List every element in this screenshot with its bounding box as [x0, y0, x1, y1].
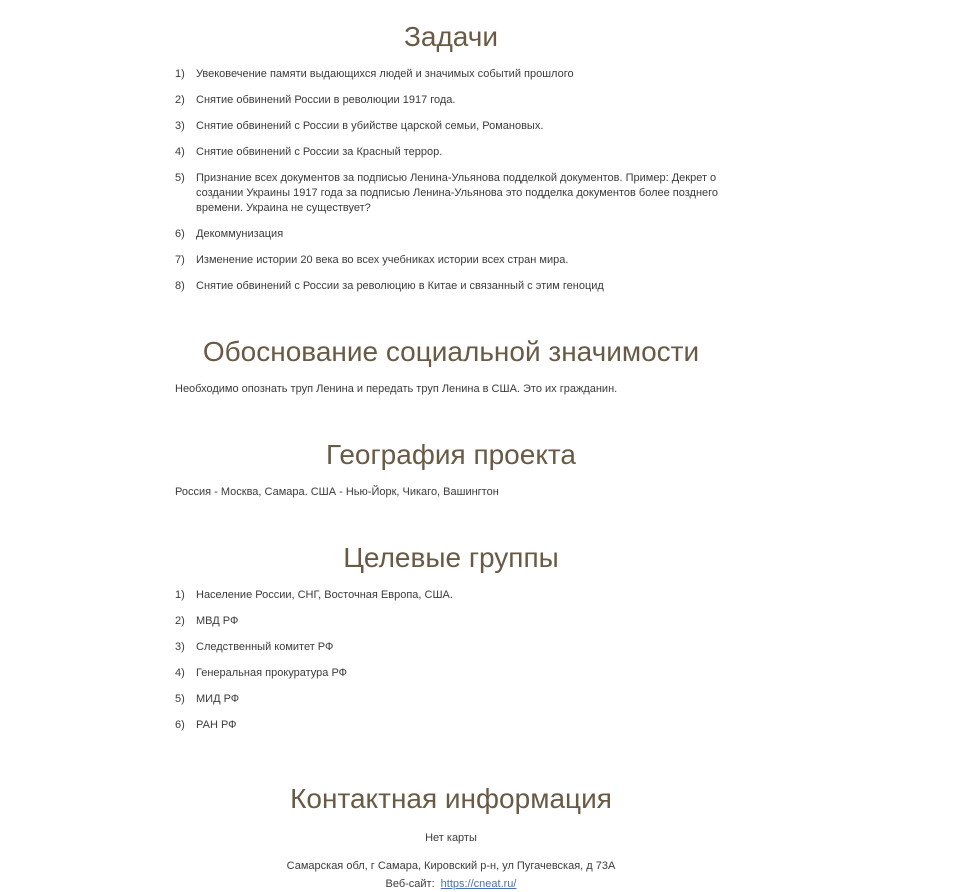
list-item [175, 93, 727, 108]
item-text: Снятие обвинений с России в убийстве царской семьи, Романовых. [196, 120, 544, 132]
geography-text: Россия - Москва, Самара. США - Нью-Йорк, Чикаго, Вашингтон [175, 486, 499, 498]
item-number: 6) [175, 719, 185, 731]
item-text: МВД РФ [196, 615, 239, 627]
item-text: Генеральная прокуратура РФ [196, 667, 348, 679]
tasks-section-title: Задачи [403, 21, 498, 52]
item-text: Снятие обвинений России в революции 1917 года. [196, 94, 456, 106]
item-text: Увековечение памяти выдающихся людей и значимых событий прошлого [196, 68, 574, 80]
item-text: Признание всех документов за подписью Ленина-Ульянова подделкой документов. Пример: Декрет о создании Украины 1917 года за подписью Ленина-Ульянова это подделка документов более позднего времени. Украина не существует? [196, 172, 719, 214]
social-significance-text: Необходимо опознать труп Ленина и передать труп Ленина в США. Это их гражданин. [175, 383, 618, 395]
contact-block [175, 831, 727, 892]
item-number: 4) [175, 667, 185, 679]
geography-section-title: География проекта [326, 439, 576, 470]
item-number: 2) [175, 94, 185, 106]
tasks-list [175, 67, 727, 294]
target-groups-list [175, 588, 727, 733]
list-item [175, 692, 727, 707]
item-text: РАН РФ [196, 719, 237, 731]
content-column [175, 0, 727, 892]
no-map-text: Нет карты [425, 832, 477, 844]
list-item [175, 718, 727, 733]
list-item [175, 640, 727, 655]
item-text: Изменение истории 20 века во всех учебниках истории всех стран мира. [196, 254, 569, 266]
item-number: 4) [175, 146, 185, 158]
website-line [175, 877, 727, 892]
list-item [175, 227, 727, 242]
item-number: 5) [175, 172, 185, 184]
item-number: 2) [175, 615, 185, 627]
item-number: 3) [175, 120, 185, 132]
list-item [175, 253, 727, 268]
list-item [175, 67, 727, 82]
item-number: 6) [175, 228, 185, 240]
website-label: Веб-сайт: [385, 878, 435, 890]
item-text: МИД РФ [196, 693, 240, 705]
list-item [175, 119, 727, 134]
list-item [175, 145, 727, 160]
item-number: 3) [175, 641, 185, 653]
item-number: 7) [175, 254, 185, 266]
list-item [175, 588, 727, 603]
contact-address: Самарская обл, г Самара, Кировский р-н, ул Пугачевская, д 73А [286, 860, 616, 872]
item-number: 1) [175, 68, 185, 80]
list-item [175, 171, 727, 216]
list-item [175, 666, 727, 681]
item-number: 1) [175, 589, 185, 601]
item-text: Следственный комитет РФ [196, 641, 334, 653]
item-number: 8) [175, 280, 185, 292]
contact-section-title: Контактная информация [290, 783, 612, 814]
item-text: Население России, СНГ, Восточная Европа, США. [196, 589, 453, 601]
item-text: Декоммунизация [196, 228, 284, 240]
list-item [175, 614, 727, 629]
item-text: Снятие обвинений с России за Красный террор. [196, 146, 443, 158]
list-item [175, 279, 727, 294]
item-text: Снятие обвинений с России за революцию в Китае и связанный с этим геноцид [196, 280, 604, 292]
social-significance-section-title: Обоснование социальной значимости [202, 336, 700, 367]
item-number: 5) [175, 693, 185, 705]
target-groups-section-title: Целевые группы [343, 542, 559, 573]
website-link[interactable]: https://cneat.ru/ [440, 878, 517, 890]
